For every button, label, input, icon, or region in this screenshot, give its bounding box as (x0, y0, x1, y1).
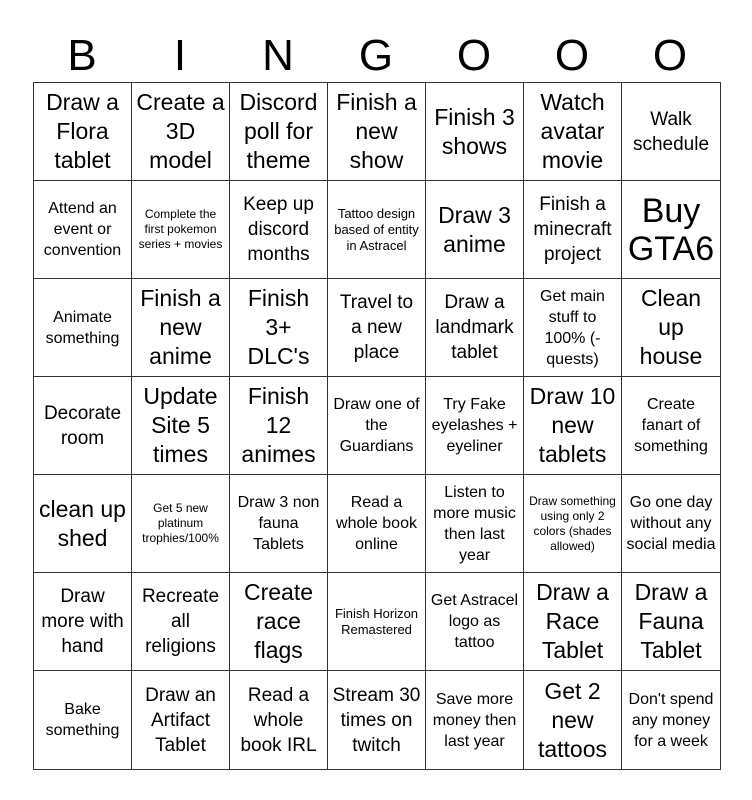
cell-text: Draw one of the Guardians (333, 396, 420, 455)
cell-text: Recreate all religions (141, 586, 220, 657)
cell-text: Finish a minecraft project (533, 194, 612, 265)
bingo-cell[interactable] (230, 475, 328, 573)
cell-text: Listen to more music then last year (433, 483, 516, 564)
bingo-cell[interactable] (132, 573, 230, 671)
bingo-cell[interactable] (328, 279, 426, 377)
cell-text: Bake something (45, 701, 120, 739)
bingo-cell[interactable] (426, 279, 524, 377)
bingo-cell[interactable] (132, 671, 230, 769)
cell-text: Save more money then last year (432, 690, 517, 750)
bingo-cell[interactable] (622, 181, 720, 279)
cell-text: Draw an Artifact Tablet (145, 684, 216, 756)
cell-text: Tattoo design based of entity in Astracel (334, 205, 419, 253)
bingo-cell[interactable] (524, 377, 622, 475)
bingo-cell[interactable] (524, 279, 622, 377)
bingo-cell[interactable] (34, 573, 132, 671)
cell-text: Draw something using only 2 colors (shades allowed) (529, 493, 616, 553)
bingo-cell[interactable] (230, 279, 328, 377)
bingo-cell[interactable] (524, 573, 622, 671)
cell-text: Don't spend any money for a week (628, 690, 714, 750)
bingo-cell[interactable] (622, 279, 720, 377)
cell-text: Attend an event or convention (43, 200, 122, 259)
cell-text: Walk schedule (632, 108, 710, 155)
bingo-cell[interactable] (426, 573, 524, 671)
bingo-cell[interactable] (132, 181, 230, 279)
cell-text: Discord poll for theme (239, 89, 318, 173)
bingo-cell[interactable] (132, 377, 230, 475)
cell-text: Draw a Race Tablet (536, 579, 609, 663)
cell-text: Finish 3 shows (434, 103, 515, 159)
cell-text: Finish 3+ DLC's (247, 285, 310, 369)
bingo-cell[interactable] (132, 279, 230, 377)
header-letter: O (652, 31, 688, 80)
bingo-header (33, 30, 720, 82)
cell-text: Decorate room (43, 402, 122, 449)
bingo-cell[interactable] (34, 83, 132, 181)
bingo-cell[interactable] (426, 475, 524, 573)
cell-text: Finish a new anime (140, 285, 221, 369)
cell-text: Create fanart of something (634, 396, 708, 455)
cell-text: Get 5 new platinum trophies/100% (142, 501, 219, 545)
cell-text: Draw 10 new tablets (529, 383, 616, 467)
bingo-cell[interactable] (34, 475, 132, 573)
bingo-cell[interactable] (524, 83, 622, 181)
cell-text: Get Astracel logo as tattoo (430, 592, 519, 651)
cell-text: Watch avatar movie (540, 89, 605, 173)
header-letter: N (262, 31, 294, 80)
cell-text: Travel to a new place (339, 292, 414, 363)
bingo-cell[interactable] (524, 671, 622, 769)
bingo-cell[interactable] (230, 671, 328, 769)
cell-text: Go one day without any social media (626, 494, 716, 553)
cell-text: Draw more with hand (41, 586, 124, 657)
cell-text: Clean up house (639, 285, 703, 369)
bingo-cell[interactable] (426, 181, 524, 279)
bingo-cell[interactable] (426, 671, 524, 769)
cell-text: Complete the first pokemon series + movies (138, 207, 223, 251)
bingo-cell[interactable] (622, 377, 720, 475)
bingo-cell[interactable] (328, 573, 426, 671)
cell-text: Update Site 5 times (143, 383, 218, 467)
bingo-cell[interactable] (230, 377, 328, 475)
bingo-cell[interactable] (622, 83, 720, 181)
bingo-cell[interactable] (328, 83, 426, 181)
bingo-cell[interactable] (34, 279, 132, 377)
header-letter: B (67, 31, 97, 80)
bingo-cell[interactable] (230, 573, 328, 671)
header-letter: O (554, 31, 590, 80)
bingo-cell[interactable] (230, 83, 328, 181)
header-letter: O (456, 31, 492, 80)
cell-text: Stream 30 times on twitch (332, 684, 421, 756)
header-letter: I (173, 31, 187, 80)
cell-text: Keep up discord months (243, 194, 314, 265)
cell-text: Get main stuff to 100% (- quests) (540, 287, 605, 368)
bingo-cell[interactable] (328, 377, 426, 475)
cell-text: Read a whole book online (336, 494, 417, 553)
bingo-cell[interactable] (132, 83, 230, 181)
bingo-cell[interactable] (34, 181, 132, 279)
cell-text: clean up shed (39, 495, 126, 551)
cell-text: Animate something (45, 308, 120, 347)
cell-text: Create race flags (243, 579, 314, 663)
cell-text: Finish 12 animes (241, 383, 316, 467)
bingo-cell[interactable] (622, 671, 720, 769)
bingo-cell[interactable] (132, 475, 230, 573)
cell-text: Draw 3 anime (438, 201, 511, 257)
cell-text: Draw 3 non fauna Tablets (237, 494, 320, 553)
bingo-cell[interactable] (622, 475, 720, 573)
bingo-cell[interactable] (230, 181, 328, 279)
header-letter: G (358, 31, 394, 80)
bingo-cell[interactable] (328, 181, 426, 279)
bingo-cell[interactable] (622, 573, 720, 671)
cell-text: Try Fake eyelashes + eyeliner (431, 396, 518, 455)
cell-text: Draw a Flora tablet (46, 89, 119, 173)
bingo-cell[interactable] (524, 475, 622, 573)
cell-text: Create a 3D model (136, 89, 225, 173)
bingo-cell[interactable] (426, 377, 524, 475)
cell-text: Get 2 new tattoos (537, 677, 608, 762)
bingo-cell[interactable] (34, 671, 132, 769)
cell-text: Finish a new show (336, 89, 417, 173)
bingo-cell[interactable] (34, 377, 132, 475)
cell-text: Draw a Fauna Tablet (634, 579, 708, 663)
bingo-cell[interactable] (426, 83, 524, 181)
bingo-cell[interactable] (524, 181, 622, 279)
cell-text: Draw a landmark tablet (435, 292, 514, 363)
cell-text: Read a whole book IRL (240, 684, 317, 756)
bingo-cell[interactable] (328, 475, 426, 573)
bingo-cell[interactable] (328, 671, 426, 769)
cell-text: Finish Horizon Remastered (334, 605, 419, 637)
cell-text: Buy GTA6 (627, 191, 715, 268)
bingo-grid (33, 82, 721, 770)
